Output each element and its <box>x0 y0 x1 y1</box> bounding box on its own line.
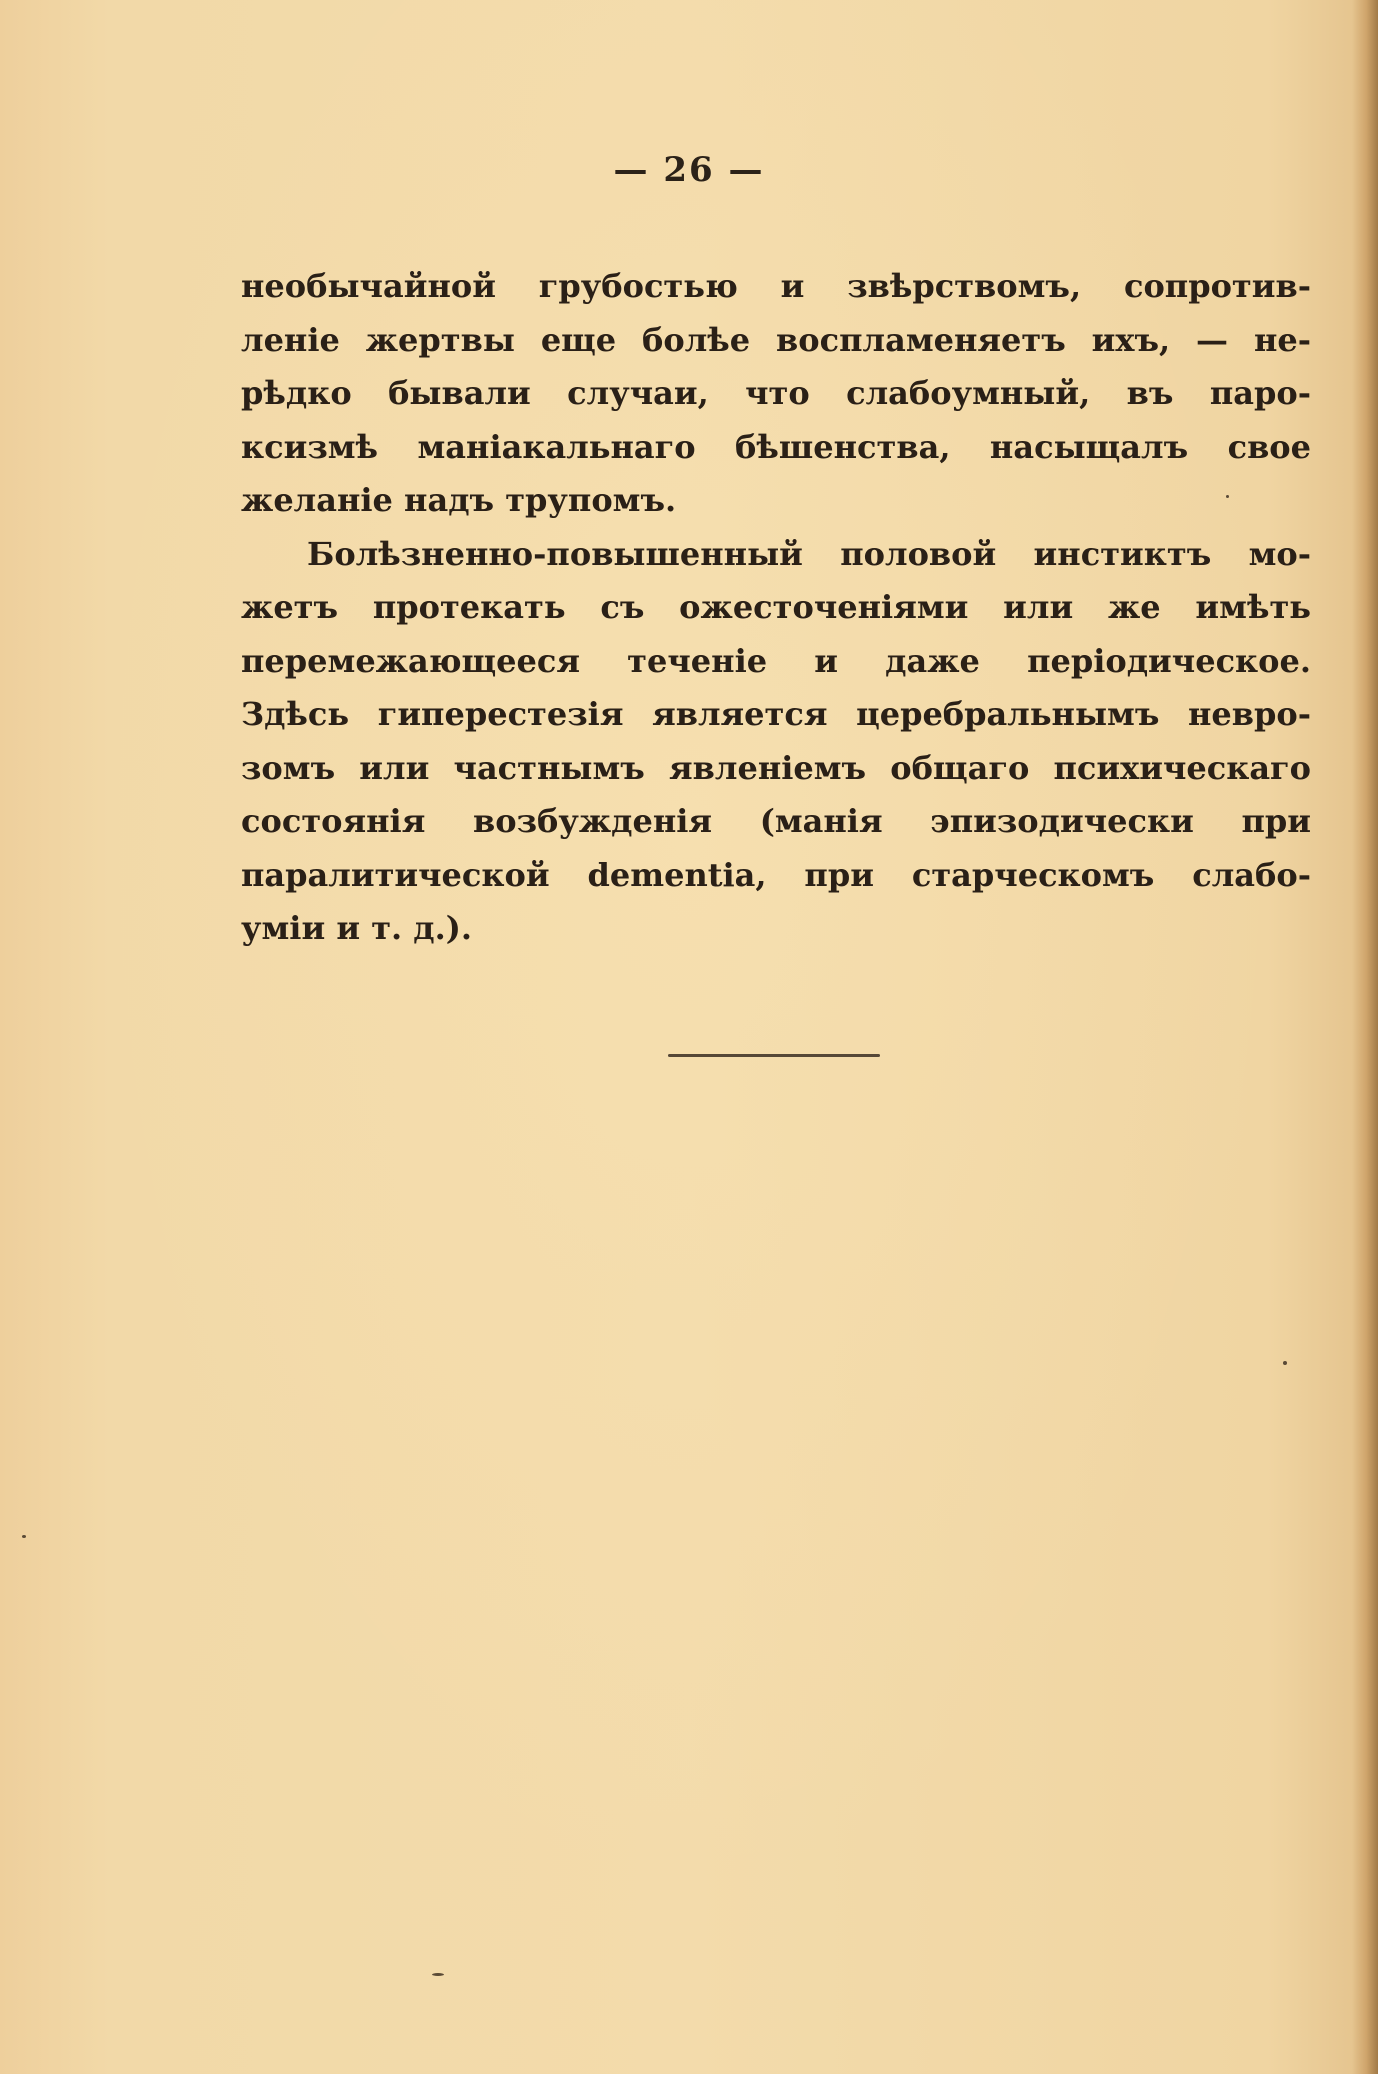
paragraph-2 <box>241 528 1311 956</box>
text-line: паралитической dementia, при старческомъ слабо- <box>241 855 1311 894</box>
page-number: — 26 — <box>613 150 765 190</box>
text-line: Здѣсь гиперестезія является церебральнымъ невро- <box>241 695 1311 733</box>
text-line: уміи и т. д.). <box>241 909 473 947</box>
section-divider-rule <box>668 1054 880 1057</box>
text-line: ксизмѣ маніакальнаго бѣшенства, насыщалъ свое <box>241 427 1311 466</box>
text-line: Болѣзненно-повышенный половой инстиктъ мо- <box>307 534 1311 573</box>
body-text <box>241 260 1311 956</box>
paper-speck <box>1226 495 1229 498</box>
text-line: состоянія возбужденія (манія эпизодически при <box>241 802 1311 840</box>
page-edge-shadow <box>1352 0 1378 2074</box>
text-line: рѣдко бывали случаи, что слабоумный, въ паро- <box>241 374 1311 412</box>
text-line: леніе жертвы еще болѣе воспламеняетъ ихъ, — не- <box>241 320 1311 359</box>
paper-speck <box>22 1535 26 1538</box>
text-line: жетъ протекать съ ожесточеніями или же имѣть <box>241 588 1311 626</box>
text-line: зомъ или частнымъ явленіемъ общаго психическаго <box>241 748 1311 787</box>
text-line: желаніе надъ трупомъ. <box>241 481 677 519</box>
paragraph-1 <box>241 260 1311 528</box>
text-line: перемежающееся теченіе и даже періодическое. <box>241 641 1311 680</box>
text-line: необычайной грубостью и звѣрствомъ, сопротив- <box>241 267 1311 305</box>
paper-speck <box>1283 1361 1287 1365</box>
paper-speck <box>432 1973 444 1976</box>
